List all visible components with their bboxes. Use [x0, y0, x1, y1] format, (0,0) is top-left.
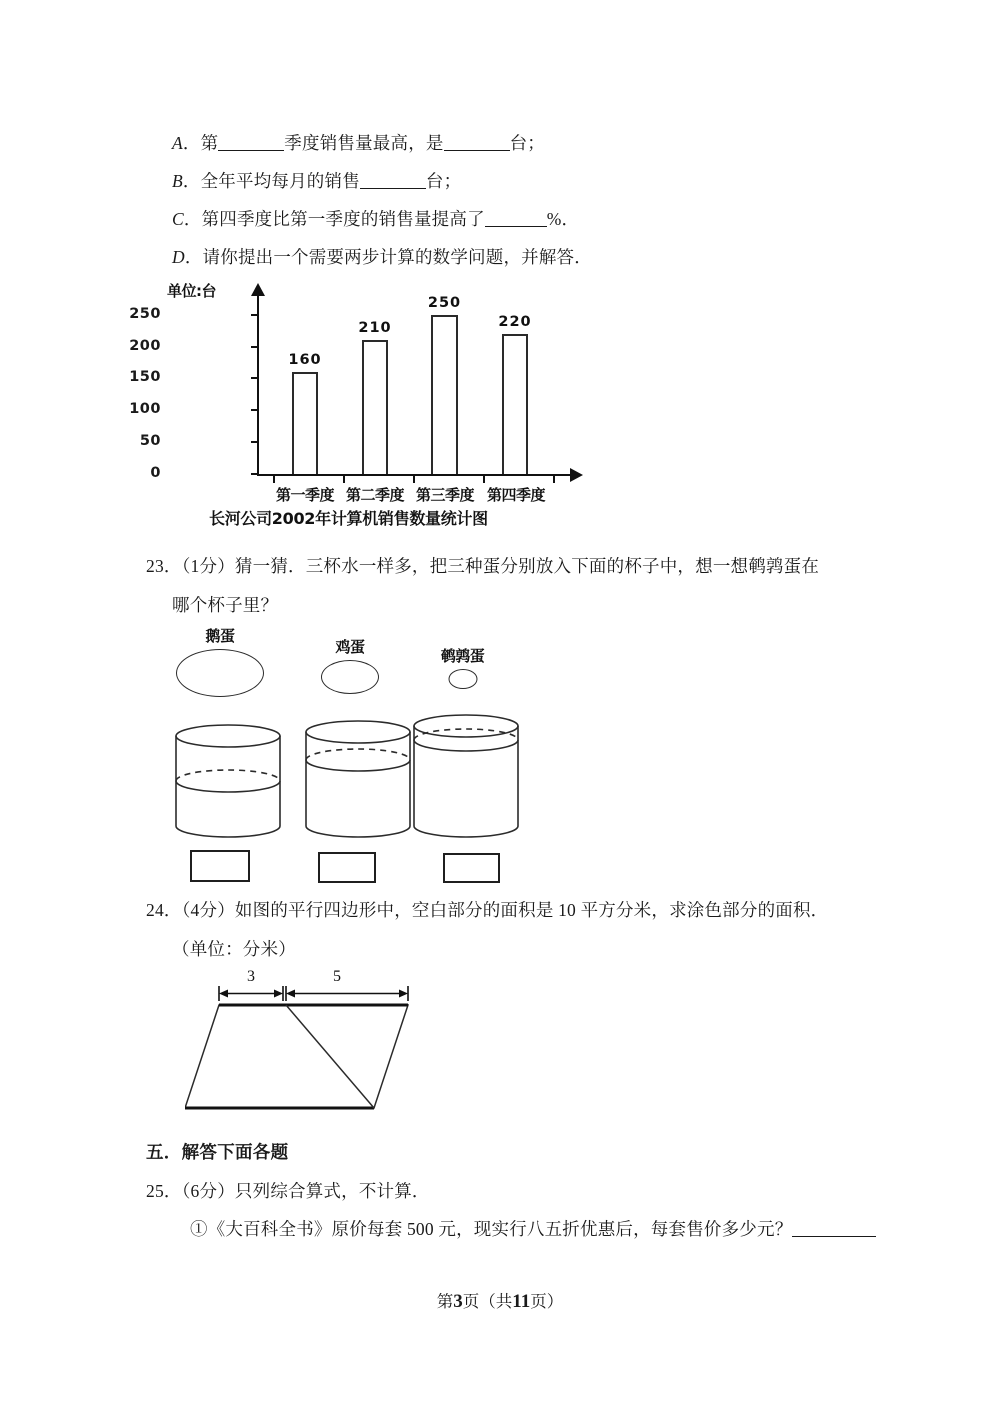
parallelogram-svg — [185, 968, 445, 1120]
sales-bar-chart — [129, 278, 585, 528]
question-24-unit-note: （单位：分米） — [172, 939, 296, 959]
footer-total-pages: 11 — [512, 1291, 531, 1312]
answer-blank[interactable] — [792, 1219, 876, 1238]
sub-question-a-text2: 季度销售量最高，是 — [284, 133, 444, 153]
answer-blank[interactable] — [444, 133, 510, 152]
egg-quail — [400, 645, 525, 700]
sub-question-d-text1: ．请你提出一个需要两步计算的数学问题，并解答． — [184, 247, 592, 267]
dimension-label-left: 3 — [247, 968, 255, 985]
chart-unit-label: 单位:台 — [167, 282, 216, 300]
sub-question-b-marker: B — [172, 171, 183, 191]
question-25-number: 25． — [146, 1181, 182, 1201]
y-tick-label: 250 — [129, 306, 161, 322]
sub-question-a-text1: ．第 — [182, 133, 219, 153]
bar-value-label: 160 — [288, 352, 322, 368]
y-axis-line — [257, 294, 259, 476]
question-25-line-1 — [146, 1178, 430, 1204]
sub-question-a-marker: A — [172, 133, 183, 153]
x-category-q3: 第三季度 — [415, 486, 475, 504]
question-25-item-1 — [190, 1216, 876, 1242]
cup-2 — [302, 718, 414, 840]
cup-1 — [172, 722, 284, 840]
x-category-q2: 第二季度 — [345, 486, 405, 504]
question-24-points: （4分） — [181, 900, 235, 920]
bar-value-label: 210 — [358, 320, 392, 336]
y-tick-label: 150 — [129, 369, 161, 385]
egg-label: 鹅蛋 — [205, 627, 235, 645]
y-tick-label: 200 — [129, 338, 161, 354]
question-24-line-2 — [172, 936, 296, 962]
x-tick — [413, 476, 415, 483]
x-category-q1: 第一季度 — [275, 486, 335, 504]
sub-question-d — [172, 244, 592, 270]
sub-question-a — [172, 130, 545, 156]
y-tick-label: 0 — [150, 465, 161, 481]
answer-box-cup-2[interactable] — [318, 852, 376, 883]
question-25-points: （6分） — [181, 1181, 235, 1201]
answer-blank[interactable] — [360, 171, 426, 190]
sub-question-b — [172, 168, 461, 194]
sub-question-c-marker: C — [172, 209, 184, 229]
answer-blank[interactable] — [485, 209, 547, 228]
bar-q1 — [288, 352, 322, 474]
question-25-text: 只列综合算式，不计算． — [234, 1181, 430, 1201]
answer-box-cup-1[interactable] — [190, 850, 250, 882]
section-5-heading: 五．解答下面各题 — [146, 1142, 289, 1162]
question-23-number: 23． — [146, 556, 182, 576]
y-tick-label: 50 — [139, 433, 161, 449]
question-23-line-1 — [146, 553, 819, 579]
x-axis-arrow-icon — [570, 468, 583, 482]
x-category-q4: 第四季度 — [486, 486, 546, 504]
x-tick — [553, 476, 555, 483]
sub-question-b-text1: ．全年平均每月的销售 — [182, 171, 360, 191]
goose-egg-shape — [176, 649, 264, 697]
sub-question-c-text1: ．第四季度比第一季度的销售量提高了 — [183, 209, 485, 229]
egg-label: 鸡蛋 — [335, 638, 365, 656]
bar-q3 — [427, 295, 462, 474]
bar-q2 — [358, 320, 392, 474]
dimension-label-right: 5 — [333, 968, 341, 985]
egg-chicken — [290, 636, 410, 696]
bar-value-label: 250 — [427, 295, 462, 311]
page-footer — [0, 1288, 1000, 1313]
footer-middle: 页（共 — [462, 1292, 513, 1311]
sub-question-b-text2: 台； — [425, 171, 462, 191]
answer-box-cup-3[interactable] — [443, 853, 500, 883]
egg-goose — [155, 625, 285, 690]
parallelogram-diagram — [185, 968, 445, 1120]
footer-page-number: 3 — [453, 1291, 463, 1312]
question-23-line-2 — [172, 592, 278, 618]
answer-blank[interactable] — [218, 133, 284, 152]
question-25-item-1-text: ①《大百科全书》原价每套 500 元，现实行八五折优惠后，每套售价多少元？ — [190, 1219, 793, 1239]
question-23-points: （1分） — [181, 556, 235, 576]
question-24-text: 如图的平行四边形中，空白部分的面积是 10 平方分米，求涂色部分的面积． — [234, 900, 829, 920]
y-tick-label: 100 — [129, 401, 161, 417]
x-tick — [273, 476, 275, 483]
sub-question-a-text3: 台； — [509, 133, 546, 153]
sub-question-c — [172, 206, 579, 232]
question-23-text: 猜一猜．三杯水一样多，把三种蛋分别放入下面的杯子中，想一想鹌鹑蛋在 — [234, 556, 820, 576]
chart-title: 长河公司2002年计算机销售数量统计图 — [209, 509, 488, 528]
x-tick — [343, 476, 345, 483]
x-tick — [483, 476, 485, 483]
question-23-text-cont: 哪个杯子里？ — [172, 595, 279, 615]
footer-suffix: 页） — [530, 1292, 564, 1311]
sub-question-c-text2: %． — [546, 209, 580, 229]
footer-prefix: 第 — [436, 1292, 454, 1311]
x-axis-line — [257, 474, 575, 476]
question-24-number: 24． — [146, 900, 182, 920]
cup-3 — [410, 712, 522, 840]
egg-label: 鹌鹑蛋 — [440, 647, 485, 665]
bar-value-label: 220 — [498, 314, 532, 330]
quail-egg-shape — [448, 669, 477, 689]
chicken-egg-shape — [321, 660, 379, 694]
bar-q4 — [498, 314, 532, 474]
question-24-line-1 — [146, 897, 828, 923]
sub-question-d-marker: D — [172, 247, 185, 267]
